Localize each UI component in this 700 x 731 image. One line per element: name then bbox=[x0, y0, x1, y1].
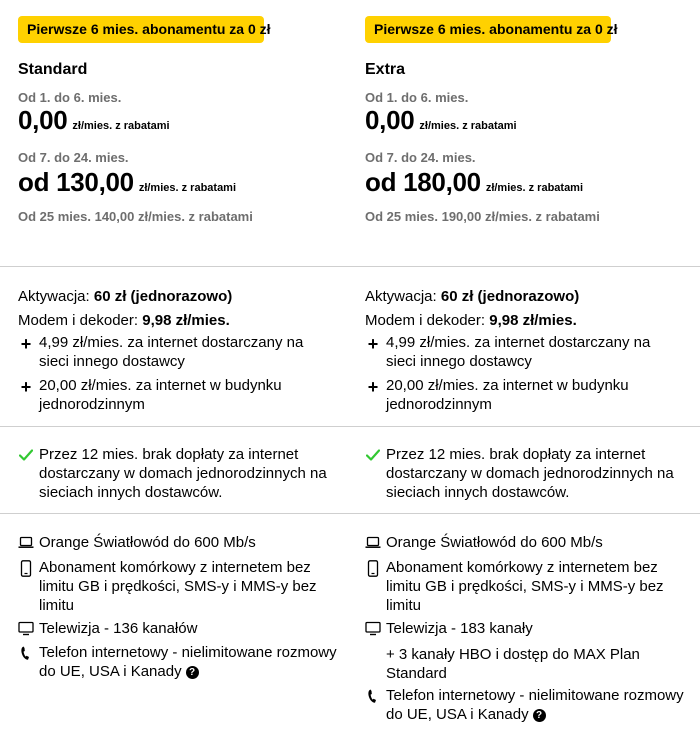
period2-price-value: od 180,00 bbox=[365, 167, 481, 197]
feature-tv-extra-text: + 3 kanały HBO i dostęp do MAX Plan Standard bbox=[386, 646, 640, 682]
activation-value: 60 zł (jednorazowo) bbox=[440, 288, 580, 305]
promo-note bbox=[365, 445, 677, 502]
feature-internet bbox=[365, 533, 685, 552]
section-divider bbox=[0, 426, 700, 427]
feature-mobile-text: Abonament komórkowy z internetem bez limitu GB i prędkości, SMS-y i MMS-y bez limitu bbox=[386, 559, 664, 614]
period1-price-value: 0,00 bbox=[18, 105, 68, 135]
period2-price-unit: zł/mies. z rabatami bbox=[485, 182, 584, 194]
feature-phone-label: Telefon internetowy - nielimitowane rozmowy do UE, USA i Kanady bbox=[386, 687, 684, 723]
feature-internet-text: Orange Światłowód do 600 Mb/s bbox=[39, 534, 256, 551]
feature-tv bbox=[365, 619, 685, 638]
feature-phone-label: Telefon internetowy - nielimitowane rozmowy do UE, USA i Kanady bbox=[39, 644, 337, 680]
plan-name: Standard bbox=[18, 61, 88, 78]
feature-tv-text: Telewizja - 136 kanałów bbox=[39, 620, 198, 637]
section-divider bbox=[0, 266, 700, 267]
period3-text: Od 25 mies. 140,00 zł/mies. z rabatami bbox=[18, 209, 253, 224]
feature-mobile bbox=[365, 558, 685, 615]
plus-icon: + bbox=[367, 334, 379, 354]
activation-fee bbox=[18, 287, 232, 306]
addon-item bbox=[365, 376, 665, 414]
addon-text: 4,99 zł/mies. za internet dostarczany na sieci innego dostawcy bbox=[386, 334, 651, 370]
modem-label: Modem i dekoder: bbox=[18, 312, 139, 329]
plan-name: Extra bbox=[365, 61, 406, 78]
period2-label: Od 7. do 24. mies. bbox=[18, 150, 129, 165]
section-divider bbox=[0, 513, 700, 514]
feature-phone bbox=[365, 686, 685, 724]
period2-price bbox=[365, 167, 583, 198]
feature-tv-text: Telewizja - 183 kanały bbox=[386, 620, 533, 637]
period1-label: Od 1. do 6. mies. bbox=[18, 90, 122, 105]
period1-price-unit: zł/mies. z rabatami bbox=[72, 120, 170, 132]
promo-badge: Pierwsze 6 mies. abonamentu za 0 zł bbox=[365, 16, 611, 43]
period1-label: Od 1. do 6. mies. bbox=[365, 90, 469, 105]
smartphone-icon bbox=[365, 560, 383, 578]
period2-price bbox=[18, 167, 236, 198]
feature-tv bbox=[18, 619, 338, 638]
help-icon[interactable]: ? bbox=[533, 709, 546, 722]
feature-phone bbox=[18, 643, 338, 681]
period1-price bbox=[365, 105, 517, 136]
activation-value: 60 zł (jednorazowo) bbox=[93, 288, 233, 305]
feature-mobile bbox=[18, 558, 338, 615]
phone-handset-icon bbox=[18, 645, 36, 663]
feature-internet bbox=[18, 533, 338, 552]
plus-icon: + bbox=[20, 377, 32, 397]
feature-phone-text bbox=[18, 643, 338, 681]
activation-label: Aktywacja: bbox=[365, 288, 437, 305]
addon-text: 4,99 zł/mies. za internet dostarczany na sieci innego dostawcy bbox=[39, 334, 304, 370]
period2-price-value: od 130,00 bbox=[18, 167, 134, 197]
period3-text: Od 25 mies. 190,00 zł/mies. z rabatami bbox=[365, 209, 600, 224]
addon-item bbox=[18, 333, 318, 371]
addon-item bbox=[18, 376, 318, 414]
period1-price-value: 0,00 bbox=[365, 105, 415, 135]
laptop-icon bbox=[365, 534, 383, 552]
tv-icon bbox=[365, 620, 383, 638]
feature-mobile-text: Abonament komórkowy z internetem bez limitu GB i prędkości, SMS-y i MMS-y bez limitu bbox=[39, 559, 317, 614]
activation-label: Aktywacja: bbox=[18, 288, 90, 305]
promo-text: Przez 12 mies. brak dopłaty za internet dostarczany w domach jednorodzinnych na sieciach innych dostawców. bbox=[39, 446, 327, 501]
promo-badge: Pierwsze 6 mies. abonamentu za 0 zł bbox=[18, 16, 264, 43]
feature-internet-text: Orange Światłowód do 600 Mb/s bbox=[386, 534, 603, 551]
period1-price bbox=[18, 105, 170, 136]
feature-phone-text bbox=[365, 686, 685, 724]
plus-icon: + bbox=[20, 334, 32, 354]
promo-text: Przez 12 mies. brak dopłaty za internet dostarczany w domach jednorodzinnych na sieciach innych dostawców. bbox=[386, 446, 674, 501]
promo-note bbox=[18, 445, 330, 502]
activation-fee bbox=[365, 287, 579, 306]
addon-item bbox=[365, 333, 665, 371]
smartphone-icon bbox=[18, 560, 36, 578]
modem-value: 9,98 zł/mies. bbox=[489, 312, 577, 329]
period1-price-unit: zł/mies. z rabatami bbox=[419, 120, 517, 132]
modem-fee bbox=[365, 311, 577, 330]
laptop-icon bbox=[18, 534, 36, 552]
modem-value: 9,98 zł/mies. bbox=[142, 312, 230, 329]
help-icon[interactable]: ? bbox=[186, 666, 199, 679]
modem-fee bbox=[18, 311, 230, 330]
modem-label: Modem i dekoder: bbox=[365, 312, 486, 329]
period2-label: Od 7. do 24. mies. bbox=[365, 150, 476, 165]
addon-text: 20,00 zł/mies. za internet w budynku jednorodzinnym bbox=[39, 377, 282, 413]
addon-text: 20,00 zł/mies. za internet w budynku jednorodzinnym bbox=[386, 377, 629, 413]
feature-tv-extra bbox=[365, 645, 665, 683]
phone-handset-icon bbox=[365, 688, 383, 706]
period2-price-unit: zł/mies. z rabatami bbox=[138, 182, 237, 194]
tv-icon bbox=[18, 620, 36, 638]
plus-icon: + bbox=[367, 377, 379, 397]
